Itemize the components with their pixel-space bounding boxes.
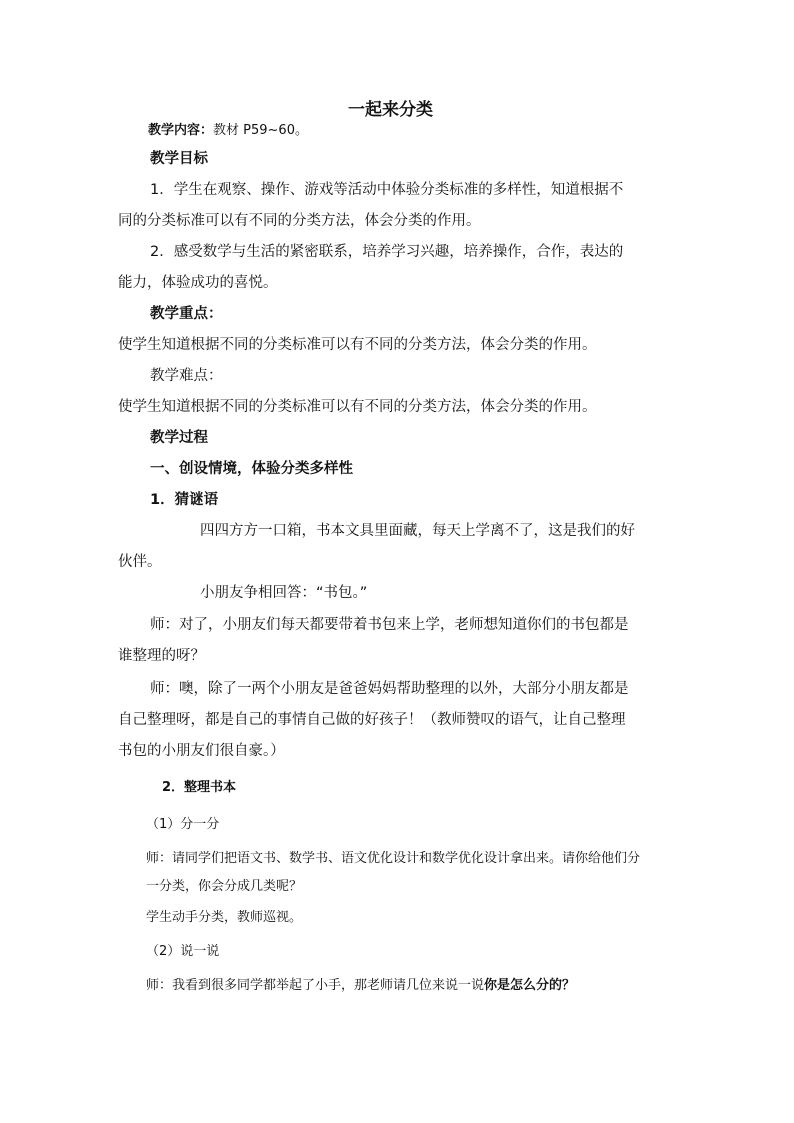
objective-1-line-2: 同的分类标准可以有不同的分类方法，体会分类的作用。	[118, 213, 481, 229]
riddle-line-1: 四四方方一口箱，书本文具里面藏，每天上学离不了，这是我们的好	[200, 523, 635, 539]
key-point-heading: 教学重点：	[150, 306, 223, 322]
teacher-4-line	[146, 979, 575, 992]
step-2-heading: 2．整理书本	[162, 780, 237, 795]
process-heading: 教学过程	[150, 430, 208, 446]
student-action: 学生动手分类，教师巡视。	[146, 910, 303, 925]
answer-line: 小朋友争相回答：“书包。”	[200, 585, 368, 601]
section-1-heading: 一、创设情境，体验分类多样性	[150, 461, 353, 477]
sub-2-heading: （2）说一说	[146, 944, 220, 959]
teacher-4-bold: 你是怎么分的？	[484, 978, 576, 993]
document-title: 一起来分类	[348, 100, 433, 120]
teacher-2-line-3: 书包的小朋友们很自豪。）	[118, 743, 285, 759]
content-label: 教学内容：	[148, 123, 214, 138]
content-line	[148, 124, 308, 137]
teacher-1-line-2: 谁整理的呀？	[118, 648, 205, 664]
riddle-line-2: 伙伴。	[118, 554, 162, 570]
sub-1-heading: （1）分一分	[146, 817, 220, 832]
objective-2-line-1: 2．感受数学与生活的紧密联系，培养学习兴趣，培养操作，合作，表达的	[150, 244, 624, 260]
difficulty-text: 使学生知道根据不同的分类标准可以有不同的分类方法，体会分类的作用。	[118, 399, 597, 415]
objective-2-line-2: 能力，体验成功的喜悦。	[118, 275, 278, 291]
teacher-2-line-2: 自己整理呀，都是自己的事情自己做的好孩子！（教师赞叹的语气，让自己整理	[118, 712, 626, 728]
key-point-text: 使学生知道根据不同的分类标准可以有不同的分类方法，体会分类的作用。	[118, 337, 597, 353]
teacher-2-line-1: 师：噢，除了一两个小朋友是爸爸妈妈帮助整理的以外，大部分小朋友都是	[150, 681, 629, 697]
teacher-4-prefix: 师：我看到很多同学都举起了小手，那老师请几位来说一说	[146, 978, 485, 993]
objectives-heading: 教学目标	[150, 151, 208, 167]
teacher-3-line-2: 一分类，你会分成几类呢？	[146, 879, 303, 894]
difficulty-heading: 教学难点：	[150, 368, 223, 384]
step-1-heading: 1．猜谜语	[150, 492, 219, 508]
teacher-3-line-1: 师：请同学们把语文书、数学书、语文优化设计和数学优化设计拿出来。请你给他们分	[146, 851, 641, 866]
teacher-1-line-1: 师：对了，小朋友们每天都要带着书包来上学，老师想知道你们的书包都是	[150, 617, 629, 633]
content-value: 教材 P59~60。	[213, 123, 308, 138]
objective-1-line-1: 1．学生在观察、操作、游戏等活动中体验分类标准的多样性，知道根据不	[150, 182, 624, 198]
